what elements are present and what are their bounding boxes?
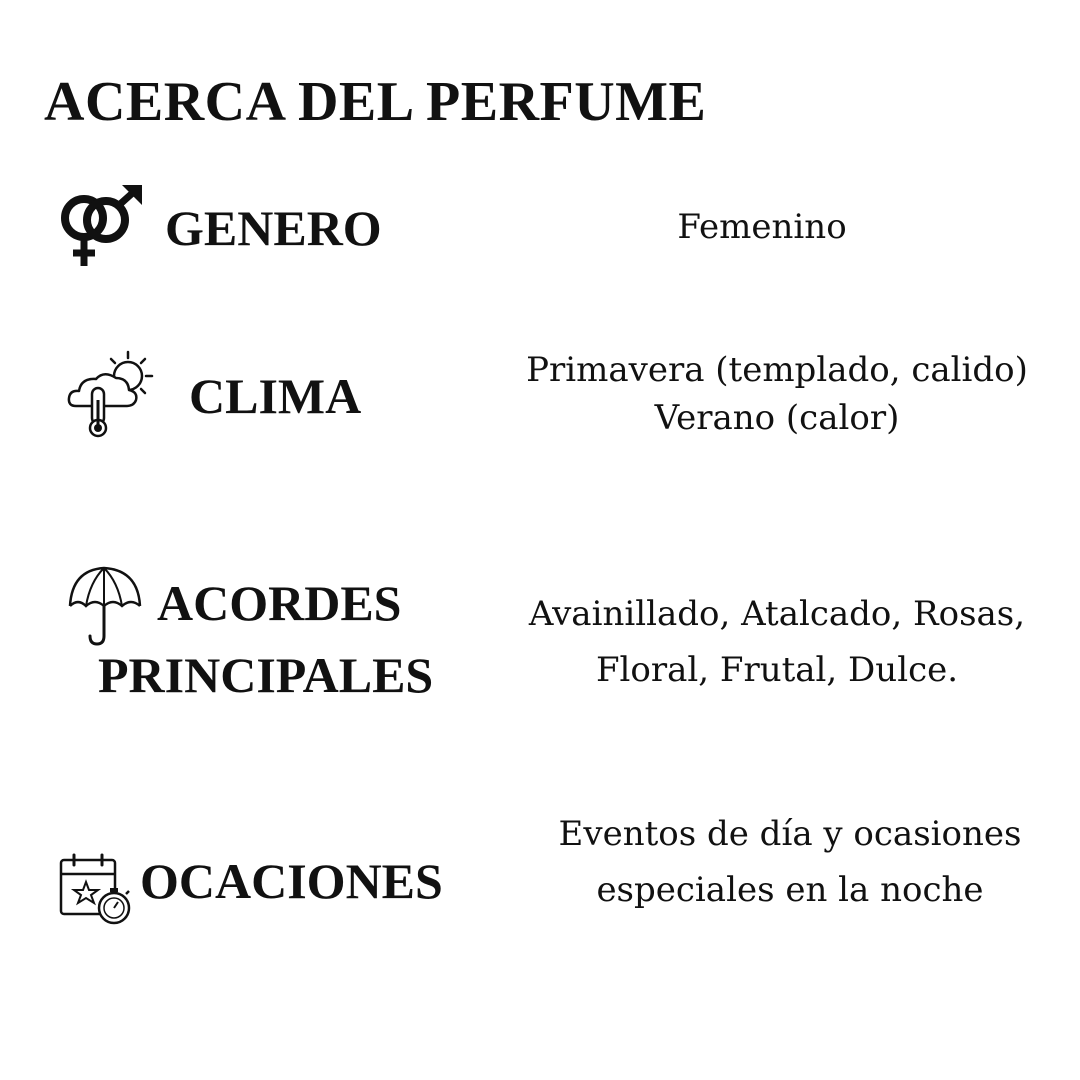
gender-symbol-icon — [58, 184, 144, 268]
acordes-value — [512, 586, 1042, 698]
ocaciones-value-line-2: especiales en la noche — [596, 870, 984, 910]
ocaciones-label — [140, 852, 443, 910]
genero-value-line: Femenino — [677, 207, 847, 247]
acordes-label — [98, 574, 433, 704]
ocaciones-label-text: OCACIONES — [140, 853, 443, 909]
calendar-stopwatch-icon — [58, 852, 134, 928]
acordes-label-line-2: PRINCIPALES — [98, 647, 434, 703]
ocaciones-value-line-1: Eventos de día y ocasiones — [558, 814, 1022, 854]
genero-label-text: GENERO — [165, 200, 382, 256]
page-title: ACERCA DEL PERFUME — [44, 71, 707, 133]
acordes-value-line-1: Avainillado, Atalcado, Rosas, — [528, 594, 1026, 634]
genero-label — [165, 199, 382, 257]
clima-value-line-1: Primavera (templado, calido) — [526, 350, 1028, 390]
clima-label — [189, 367, 361, 425]
acordes-value-line-2: Floral, Frutal, Dulce. — [595, 650, 959, 690]
ocaciones-value — [530, 806, 1050, 918]
clima-value-line-2: Verano (calor) — [654, 398, 900, 438]
genero-value — [512, 203, 1012, 251]
acordes-label-line-1: ACORDES — [157, 575, 402, 631]
clima-label-text: CLIMA — [189, 368, 362, 424]
clima-value — [512, 346, 1042, 442]
weather-thermometer-icon — [66, 348, 158, 438]
